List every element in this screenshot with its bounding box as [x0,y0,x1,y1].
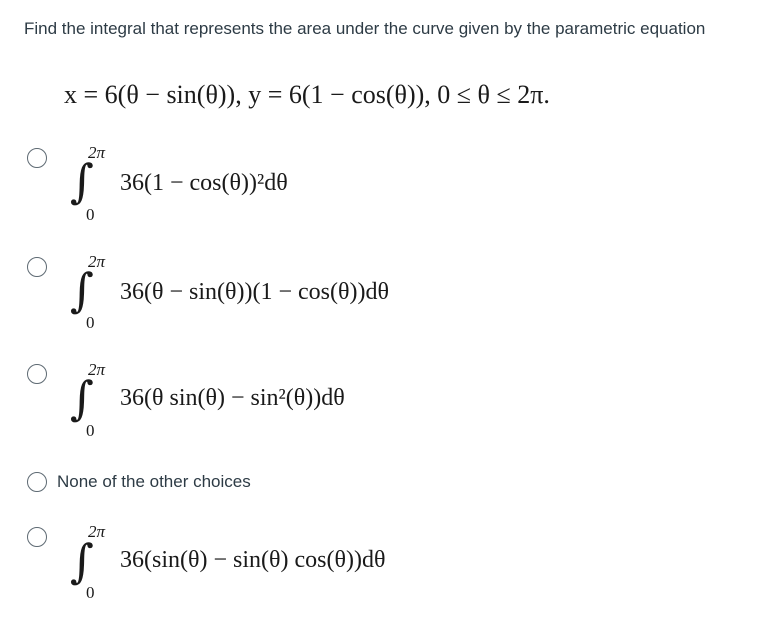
integrand: 36(θ − sin(θ))(1 − cos(θ))dθ [120,279,389,305]
radio-button-choice-5[interactable] [27,527,47,547]
integrand: 36(1 − cos(θ))²dθ [120,170,288,196]
upper-limit: 2π [88,522,106,541]
question-prompt: Find the integral that represents the area under the curve given by the parametric equation [24,19,706,38]
choice-label[interactable]: None of the other choices [57,472,251,491]
cut-off-header [0,0,170,3]
integral-sign-icon: ∫ [70,263,94,317]
integral-sign-icon: ∫ [70,154,94,208]
upper-limit: 2π [88,143,106,162]
radio-button-choice-2[interactable] [27,257,47,277]
lower-limit: 0 [86,313,95,332]
radio-button-choice-1[interactable] [27,148,47,168]
integral-sign-icon: ∫ [70,371,94,425]
lower-limit: 0 [86,583,95,602]
integrand: 36(θ sin(θ) − sin²(θ))dθ [120,385,345,411]
lower-limit: 0 [86,421,95,440]
radio-button-choice-4[interactable] [27,472,47,492]
upper-limit: 2π [88,360,106,379]
upper-limit: 2π [88,252,106,271]
parametric-equation: x = 6(θ − sin(θ)), y = 6(1 − cos(θ)), 0 ≤ θ ≤ 2π. [64,80,550,109]
lower-limit: 0 [86,205,95,224]
integral-sign-icon: ∫ [70,534,94,588]
integrand: 36(sin(θ) − sin(θ) cos(θ))dθ [120,547,386,573]
radio-button-choice-3[interactable] [27,364,47,384]
